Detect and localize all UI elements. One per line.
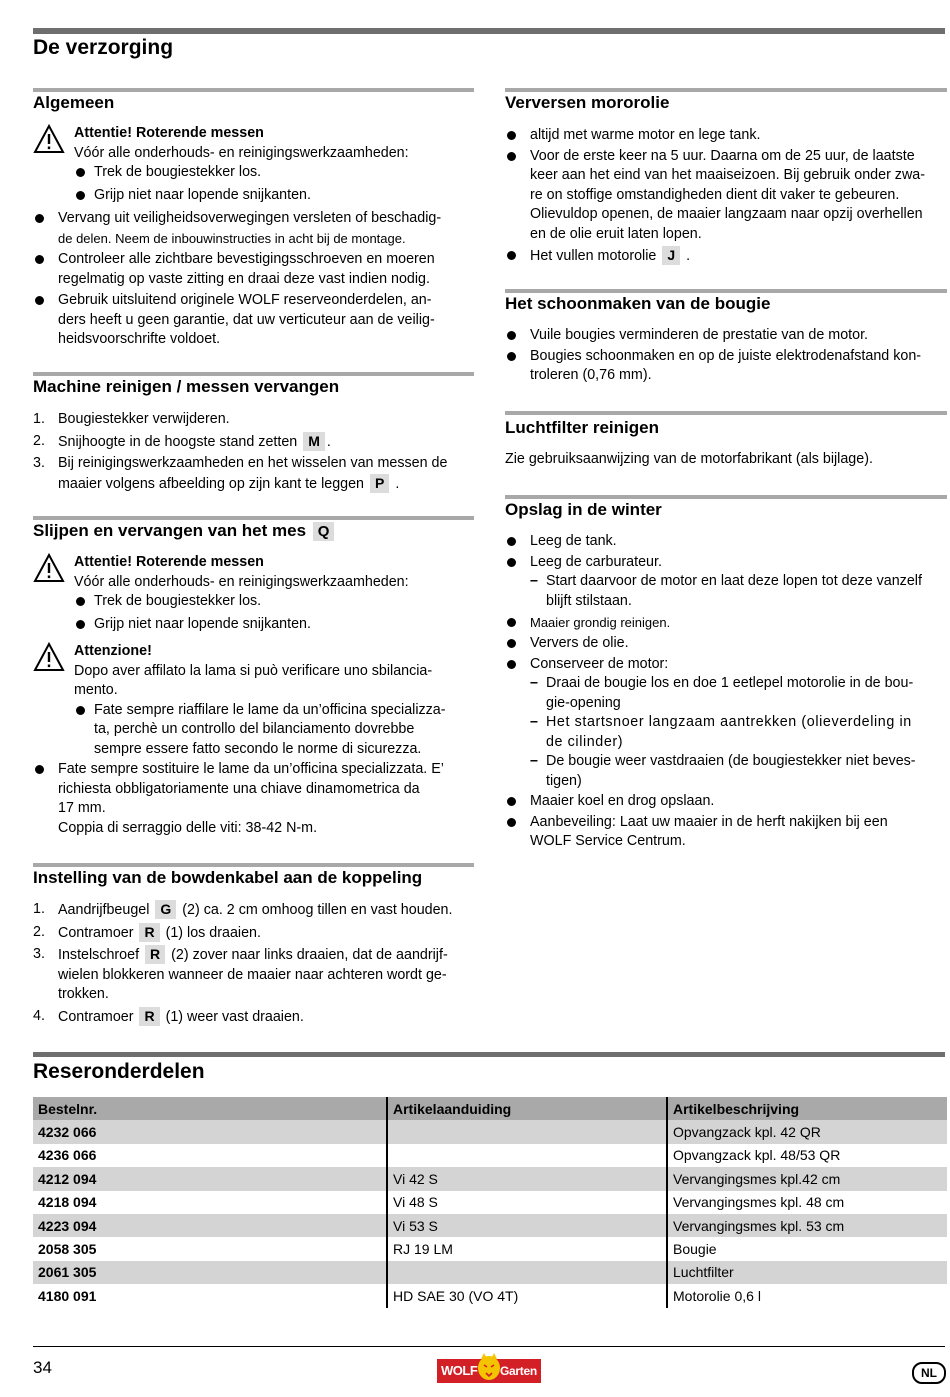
figure-key: Q: [313, 522, 335, 541]
warning-block-italian: [33, 642, 474, 759]
table-row: 4212 094 Vi 42 S Vervangingsmes kpl.42 cm: [33, 1167, 947, 1190]
figure-key: R: [139, 1007, 159, 1026]
list-item: 3. Bij reinigingswerkzaamheden en het wisselen van messen de maaier volgens afbeelding op zijn kant te leggen P .: [33, 455, 448, 492]
list-item: Aanbeveiling: Laat uw maaier in de herft nakijken bij een WOLF Service Centrum.: [530, 813, 888, 849]
list-item: Fate sempre sostituire le lame da un’officina specializzata. E’ richiesta obbligatoriamente una chiave dinamometrica da 17 mm. Coppia di serraggio delle viti: 38-42 N-m.: [58, 761, 444, 836]
list-item: Gebruik uitsluitend originele WOLF reserveonderdelen, an- ders heeft u geen garantie, dat uw verticuteur aan de veilig- heidsvoorschrifte voldoet.: [58, 292, 435, 347]
list-item: Maaier koel en drog opslaan.: [530, 793, 715, 809]
warning-text: Vóór alle onderhouds- en reinigingswerkzaamheden:: [74, 573, 409, 590]
section-rule: [505, 495, 947, 499]
language-badge: NL: [912, 1362, 946, 1384]
list-item: 1. Aandrijfbeugel G (2) ca. 2 cm omhoog tillen en vast houden.: [33, 901, 453, 918]
warning-block: [33, 124, 474, 205]
list-item: Maaier grondig reinigen.: [530, 615, 671, 630]
wolf-garten-logo: WOLF Garten: [437, 1359, 541, 1383]
list-item: Fate sempre riaffilare le lame da un’officina specializza- ta, perchè un controllo del bilanciamento dovrebbe sempre essere fatto secondo le norme di sicurezza.: [94, 701, 446, 757]
warning-title: Attenzione!: [74, 643, 152, 659]
figure-key: R: [145, 945, 165, 964]
parts-rule: [33, 1052, 945, 1057]
numbered-list: [33, 900, 474, 1027]
warning-icon: [33, 124, 65, 154]
figure-key: G: [155, 900, 176, 919]
page-title: De verzorging: [33, 36, 174, 59]
list-item: Vuile bougies verminderen de prestatie van de motor.: [530, 327, 869, 343]
table-row: 4180 091 HD SAE 30 (VO 4T) Motorolie 0,6 l: [33, 1284, 947, 1307]
list-item: Ververs de olie.: [530, 635, 629, 651]
parts-title: Reseronderdelen: [33, 1060, 205, 1083]
table-row: 4218 094 Vi 48 S Vervangingsmes kpl. 48 cm: [33, 1191, 947, 1214]
column-header: Artikelaanduiding: [387, 1097, 667, 1120]
list-item: 2. Snijhoogte in de hoogste stand zetten M .: [33, 432, 331, 450]
figure-key: P: [370, 474, 389, 493]
table-row: 2058 305 RJ 19 LM Bougie: [33, 1237, 947, 1260]
table-row: 2061 305 Luchtfilter: [33, 1261, 947, 1284]
title-rule: [33, 28, 945, 34]
section-heading-slijpen: Slijpen en vervangen van het mes Q: [33, 521, 336, 541]
bullet-list: [505, 326, 947, 386]
numbered-list: [33, 410, 474, 494]
list-item: 4. Contramoer R (1) weer vast draaien.: [33, 1007, 304, 1025]
table-row: 4232 066 Opvangzack kpl. 42 QR: [33, 1120, 947, 1143]
list-item: 3. Instelschroef R (2) zover naar links draaien, dat de aandrijf- wielen blokkeren wanneer de maaier naar achteren wordt ge- trokken.: [33, 946, 448, 1002]
sub-item: – Draai de bougie los en doe 1 eetlepel motorolie in de bou- gie-opening: [530, 675, 914, 711]
section-rule: [33, 863, 474, 867]
parts-table: [33, 1097, 947, 1308]
list-item: Trek de bougiestekker los.: [94, 164, 262, 180]
warning-text: Dopo aver affilato la lama si può verificare uno sbilancia-: [74, 662, 433, 679]
list-item: 1. Bougiestekker verwijderen.: [33, 411, 230, 427]
column-header: Artikelbeschrijving: [667, 1097, 947, 1120]
sub-item: – Start daarvoor de motor en laat deze lopen tot deze vanzelf blijft stilstaan.: [530, 573, 922, 609]
section-heading-machine: Machine reinigen / messen vervangen: [33, 377, 340, 396]
section-heading-olie: Verversen mororolie: [505, 93, 670, 112]
list-item: Grijp niet naar lopende snijkanten.: [94, 186, 311, 203]
section-rule: [505, 88, 947, 92]
bullet-list: [505, 126, 947, 267]
section-heading-lucht: Luchtfilter reinigen: [505, 418, 659, 437]
bullet-list: [505, 532, 947, 852]
list-item: Voor de erste keer na 5 uur. Daarna om de 25 uur, de laatste keer aan het eind van het maaiseizoen. Bij gebruik onder zwa- re on stoffige omstandigheden dient dit vaker te gebeuren. Olievuldop openen, de maaier langzaam naar opzij overhellen en de olie eruit laten lopen.: [530, 147, 925, 242]
sub-item: – Het startsnoer langzaam aantrekken (olieverdeling in de cilinder): [530, 714, 912, 750]
section-rule: [33, 516, 474, 520]
page-number: 34: [33, 1358, 52, 1377]
warning-text: Vóór alle onderhouds- en reinigingswerkzaamheden:: [74, 144, 409, 161]
warning-title: Attentie! Roterende messen: [74, 554, 264, 570]
paragraph: Zie gebruiksaanwijzing van de motorfabrikant (als bijlage).: [505, 451, 873, 467]
table-header-row: [33, 1097, 947, 1120]
warning-title: Attentie! Roterende messen: [74, 125, 264, 141]
figure-key: J: [662, 246, 680, 265]
list-item: Trek de bougiestekker los.: [94, 593, 262, 609]
sub-item: – De bougie weer vastdraaien (de bougiestekker niet beves- tigen): [530, 753, 916, 789]
table-row: 4223 094 Vi 53 S Vervangingsmes kpl. 53 cm: [33, 1214, 947, 1237]
section-heading-bowden: Instelling van de bowdenkabel aan de koppeling: [33, 868, 423, 887]
list-item: Conserveer de motor:: [530, 655, 669, 672]
bullet-list: [33, 209, 474, 350]
warning-icon: [33, 553, 65, 583]
list-item: Bougies schoonmaken en op de juiste elektrodenafstand kon- troleren (0,76 mm).: [530, 347, 922, 383]
wolf-head-icon: [477, 1351, 501, 1381]
section-heading-winter: Opslag in de winter: [505, 500, 662, 519]
list-item: Het vullen motorolie J .: [530, 247, 691, 264]
table-row: 4236 066 Opvangzack kpl. 48/53 QR: [33, 1144, 947, 1167]
warning-icon: [33, 642, 65, 672]
column-header: Bestelnr.: [33, 1097, 387, 1120]
warning-block: [33, 553, 474, 634]
list-item: Vervang uit veiligheidsoverwegingen versleten of beschadig- de delen. Neem de inbouwinstructies in acht bij de montage.: [58, 210, 442, 246]
list-item: Leeg de tank.: [530, 533, 617, 549]
figure-key: R: [139, 923, 159, 942]
section-rule: [33, 88, 474, 92]
warning-text: mento.: [74, 682, 118, 698]
figure-key: M: [303, 432, 325, 451]
bullet-list: [33, 760, 474, 838]
section-heading-algemeen: Algemeen: [33, 93, 115, 112]
footer-rule: [33, 1346, 945, 1347]
list-item: 2. Contramoer R (1) los draaien.: [33, 923, 261, 941]
list-item: altijd met warme motor en lege tank.: [530, 127, 761, 143]
section-heading-bougie: Het schoonmaken van de bougie: [505, 294, 771, 313]
list-item: Leeg de carburateur.: [530, 553, 662, 570]
section-rule: [505, 411, 947, 415]
section-rule: [33, 372, 474, 376]
list-item: Grijp niet naar lopende snijkanten.: [94, 615, 311, 632]
section-rule: [505, 289, 947, 293]
list-item: Controleer alle zichtbare bevestigingsschroeven en moeren regelmatig op vaste zitting en draai deze vast indien nodig.: [58, 251, 435, 287]
